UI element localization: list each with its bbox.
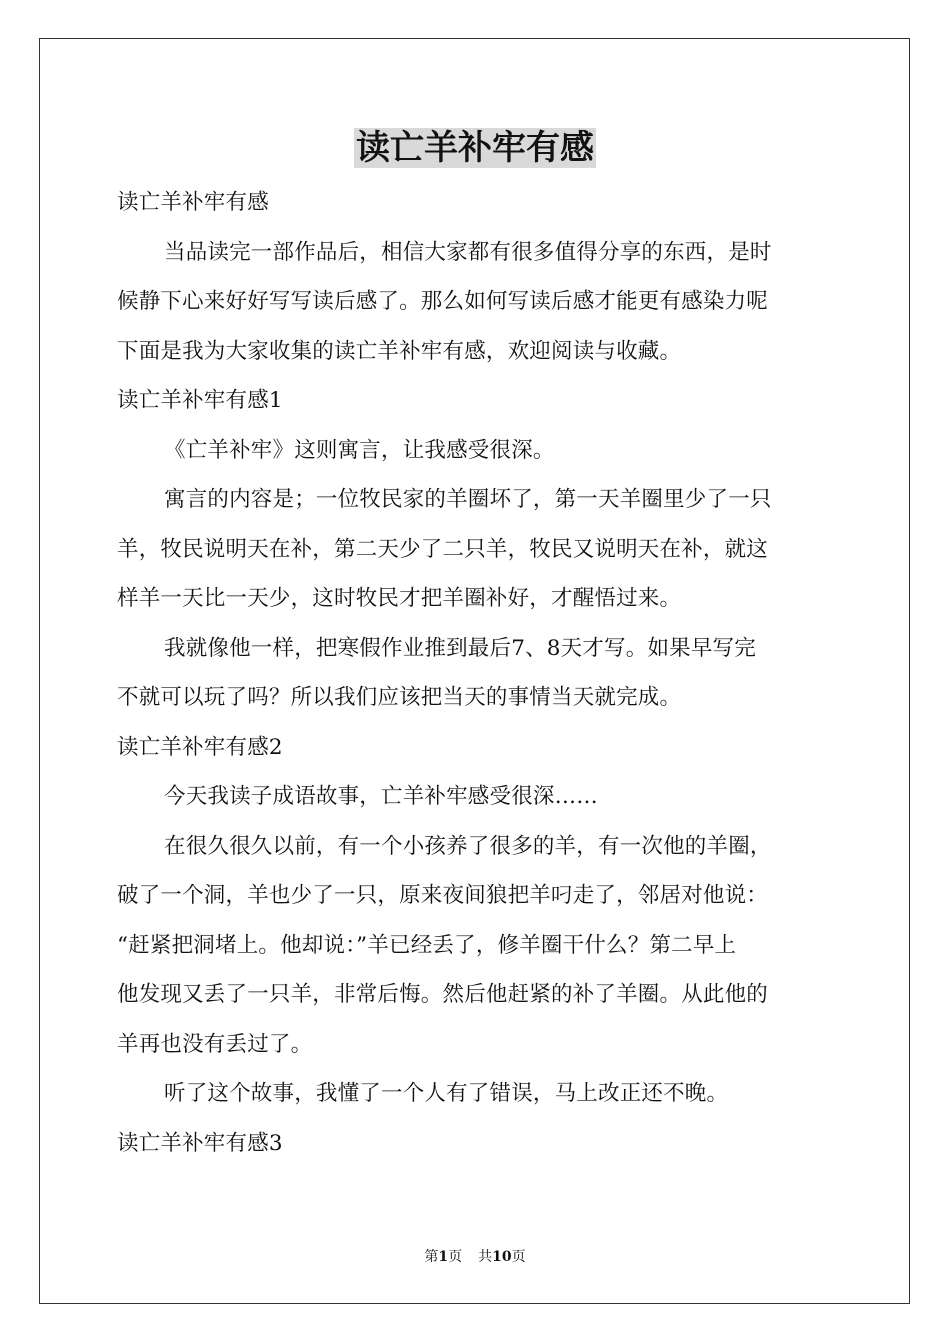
footer-page-prefix: 第 [424,1249,439,1265]
text-line: 羊再也没有丢过了。 [117,1031,313,1057]
text-line: 他发现又丢了一只羊，非常后悔。然后他赶紧的补了羊圈。从此他的 [117,982,769,1007]
text-line: 今天我读子成语故事，亡羊补牢感受很深…… [164,784,599,809]
text-line: 样羊一天比一天少，这时牧民才把羊圈补好，才醒悟过来。 [117,586,682,611]
text-line: 羊，牧民说明天在补，第二天少了二只羊，牧民又说明天在补，就这 [117,536,769,562]
footer-total-prefix: 共 [478,1249,493,1265]
text-line: 听了这个故事，我懂了一个人有了错误，马上改正还不晚。 [164,1081,729,1106]
text-line: 寓言的内容是；一位牧民家的羊圈坏了，第一天羊圈里少了一只 [164,487,772,512]
footer-total-pages: 10 [492,1249,512,1265]
document-title-text: 读亡羊补牢有感 [356,128,594,168]
text-line: 《亡羊补牢》这则寓言，让我感受很深。 [164,437,555,463]
text-line: 我就像他一样，把寒假作业推到最后7、8天才写。如果早写完 [164,635,756,661]
footer-page-number: 1 [438,1249,449,1265]
document-body [117,178,837,1168]
document-title [0,124,950,172]
text-line: 破了一个洞，羊也少了一只，原来夜间狼把羊叼走了，邻居对他说： [117,883,769,908]
text-line: 不就可以玩了吗？所以我们应该把当天的事情当天就完成。 [117,685,682,710]
page-footer [0,1247,950,1267]
text-line: 下面是我为大家收集的读亡羊补牢有感，欢迎阅读与收藏。 [117,338,682,364]
text-line: 候静下心来好好写写读后感了。那么如何写读后感才能更有感染力呢 [117,289,769,314]
footer-page-suffix: 页 [448,1249,463,1265]
text-line: 读亡羊补牢有感 [117,190,269,215]
text-line: 读亡羊补牢有感1 [117,388,283,413]
footer-total-suffix: 页 [511,1249,526,1265]
text-line: 当品读完一部作品后，相信大家都有很多值得分享的东西，是时 [164,239,772,265]
text-line: 在很久很久以前，有一个小孩养了很多的羊，有一次他的羊圈， [164,833,772,859]
text-line: 读亡羊补牢有感2 [117,734,283,760]
text-line: 读亡羊补牢有感3 [117,1130,283,1156]
text-line: “赶紧把洞堵上。他却说：”羊已经丢了，修羊圈干什么？第二早上 [117,932,737,958]
